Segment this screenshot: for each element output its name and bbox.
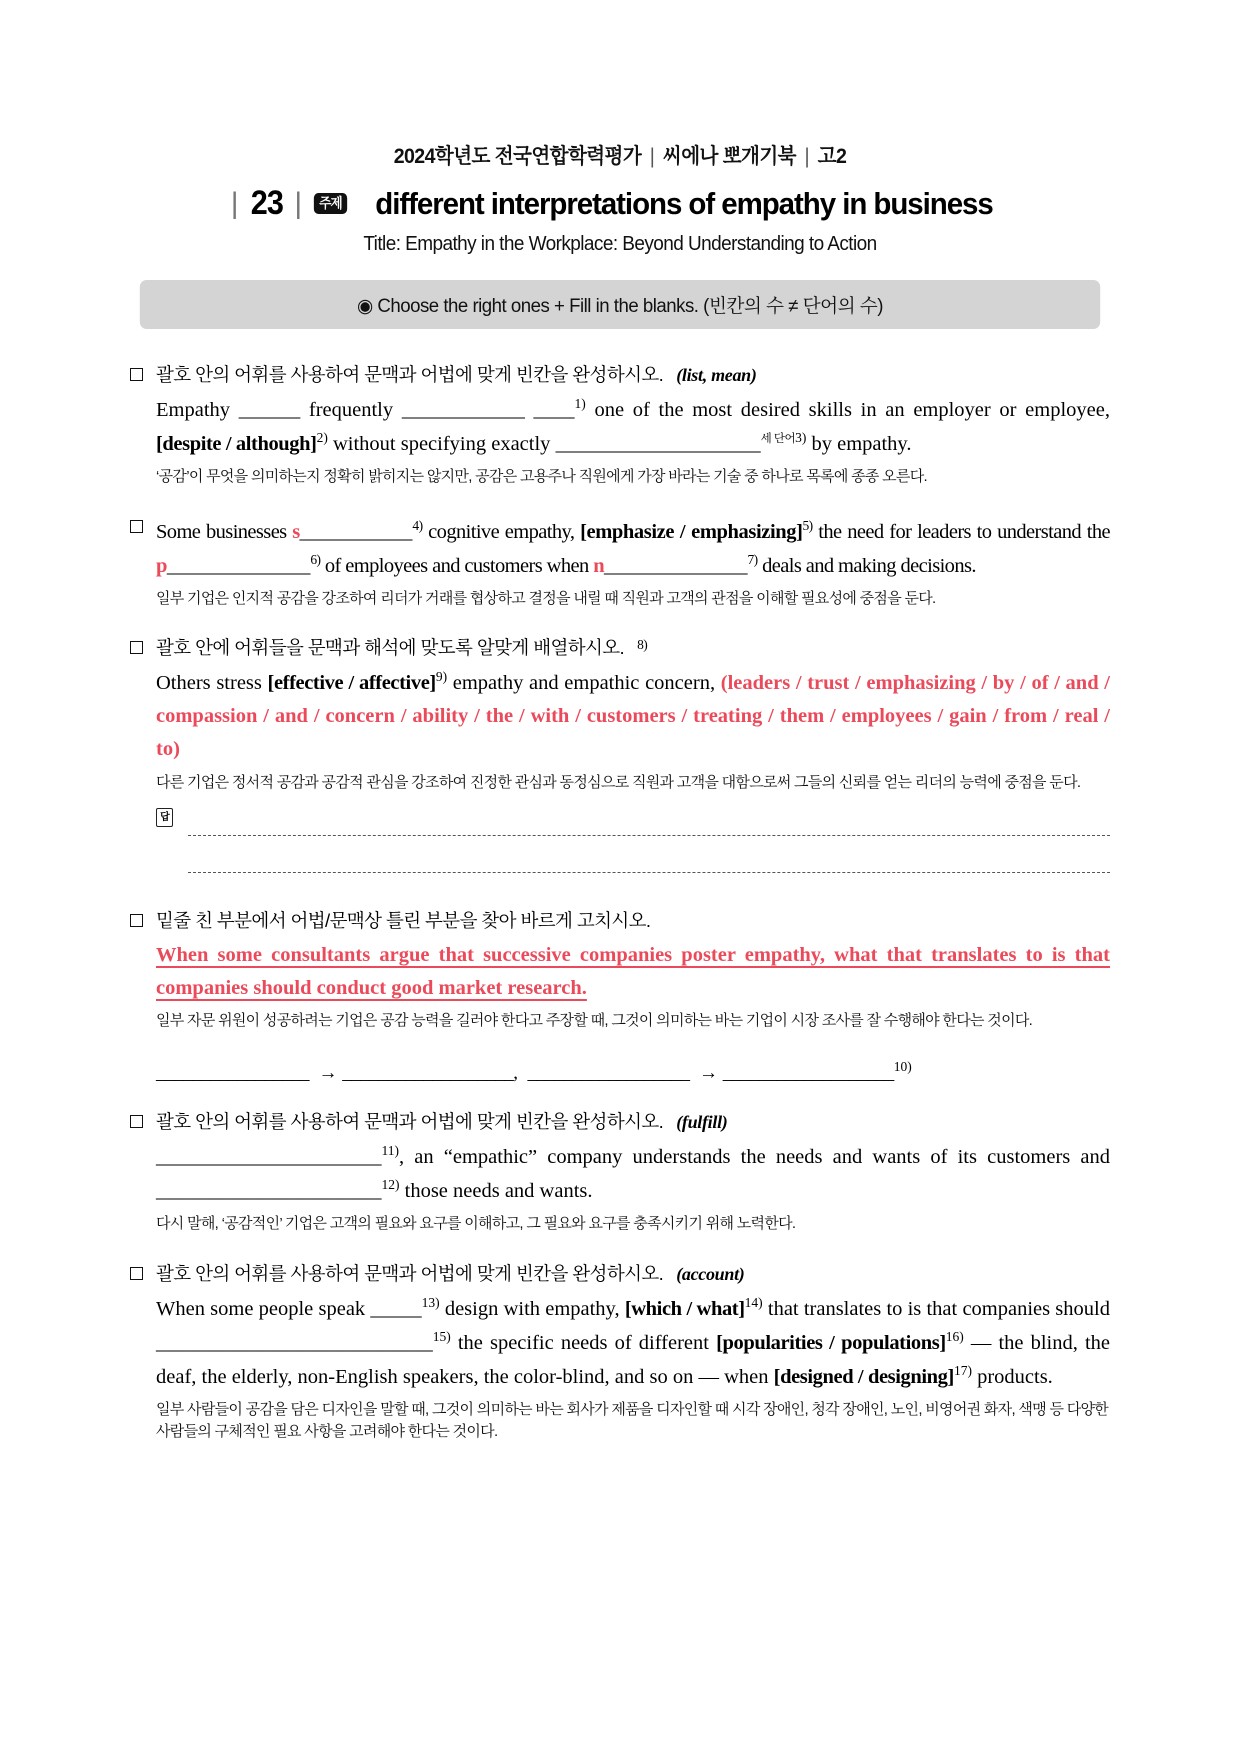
item-1-korean-translation: ‘공감’이 무엇을 의미하는지 정확히 밝히지는 않지만, 공감은 고용주나 직원에게 가장 바라는 기술 중 하나로 목록에 종종 오른다. [156,468,927,486]
answer-write-line-1[interactable] [188,835,1110,836]
s6-choice-1[interactable]: [which / what] [624,1297,745,1320]
s2-p3: the need for leaders to understand the [812,520,1111,543]
item-4-arrow-1: → [318,1062,338,1084]
s1-p5: without specifying exactly [327,432,556,455]
title-row [130,184,1110,223]
topic-tag-badge: 주제 [314,193,347,214]
item-6-sentence [156,1292,1110,1394]
s1-p2: frequently [300,398,402,421]
item-3-prompt-row [130,636,1110,661]
question-number: 23 [250,184,283,222]
item-3-korean-translation: 다른 기업은 정서적 공감과 공감적 관심을 강조하여 진정한 관심과 동정심으로 직원과 고객을 대함으로써 그들의 신뢰를 얻는 리더의 능력에 중점을 둔다. [156,773,1081,791]
item-6-word-cue: (account) [676,1263,745,1284]
item-6-prompt-text: 괄호 안의 어휘를 사용하여 문맥과 어법에 맞게 빈칸을 완성하시오. [156,1262,664,1284]
checkbox-item-1[interactable] [130,368,143,381]
s6-p3: that translates to is that companies should [762,1297,1110,1320]
s2-blank-1[interactable]: ___________ [299,520,413,543]
item-4-blank-3[interactable]: __________________ [527,1062,690,1084]
s2-num-7: 7) [747,551,758,567]
s2-blank-2[interactable]: ______________ [166,554,311,577]
s1-num-3: 3) [795,430,807,445]
item-4-answer-row [156,1059,1110,1084]
item-4-blank-4[interactable]: ___________________ [722,1062,894,1084]
item-4-underlined-sentence: When some consultants argue that successive companies poster empathy, what that translates to is that companies should conduct good market research. [156,943,1110,1000]
s5-p2: those needs and wants. [399,1180,593,1203]
s5-blank-2[interactable]: ______________________ [156,1180,382,1203]
item-4-blank-2[interactable]: ___________________ [342,1062,514,1084]
s2-num-5: 5) [802,517,813,533]
kicker-grade: 고2 [817,145,847,168]
s6-choice-3[interactable]: [designed / designing] [773,1365,954,1388]
s5-num-11: 11) [381,1143,399,1159]
page-subtitle: Title: Empathy in the Workplace: Beyond Understanding to Action [363,233,877,255]
s6-p2: design with empathy, [439,1297,625,1320]
s2-hint-letter-s: s [292,520,300,543]
s6-p1: When some people speak [156,1297,371,1320]
title-bar-left: | [230,186,239,220]
checkbox-item-2[interactable] [130,520,143,533]
s6-p5: — the blind, the deaf, the elderly, non-English speakers, the color-blind, and so on — when [156,1331,1110,1388]
item-4-korean-translation: 일부 자문 위원이 성공하려는 기업은 공감 능력을 길러야 한다고 주장할 때, 그것이 의미하는 바는 기업이 시장 조사를 잘 수행해야 한다는 것이다. [156,1012,1033,1030]
s5-p1: , an “empathic” company understands the needs and wants of its customers and [399,1146,1110,1168]
answer-label-icon: 답 [156,808,173,827]
s6-num-14: 14) [744,1294,763,1310]
item-1-sentence [156,393,1110,461]
s5-blank-1[interactable]: ______________________ [156,1146,382,1168]
s2-hint-letter-n: n [593,554,604,577]
s2-num-6: 6) [310,551,321,567]
item-2-korean-translation: 일부 기업은 인지적 공감을 강조하여 리더가 거래를 협상하고 결정을 내릴 때 직원과 고객의 관점을 이해할 필요성에 중점을 둔다. [156,589,936,607]
s6-num-13: 13) [421,1294,440,1310]
item-1-prompt-row [130,363,1110,388]
s6-p4: the specific needs of different [450,1331,717,1354]
item-1-prompt-text: 괄호 안의 어휘를 사용하여 문맥과 어법에 맞게 빈칸을 완성하시오. [156,364,664,385]
item-6-korean-translation: 일부 사람들이 공감을 담은 디자인을 말할 때, 그것이 의미하는 바는 회사가 제품을 디자인할 때 시각 장애인, 청각 장애인, 노인, 비영어권 화자, 색맹 등 다양한 사람들의 구체적인 필요 사항을 고려해야 한다는 것이다. [156,1400,1109,1441]
s6-blank-1[interactable]: _____ [370,1297,422,1320]
s3-p1: Others stress [156,671,268,694]
item-5-prompt-text: 괄호 안의 어휘를 사용하여 문맥과 어법에 맞게 빈칸을 완성하시오. [156,1111,664,1133]
s1-blank-2[interactable]: ____________ [401,398,525,421]
s6-num-17: 17) [953,1362,972,1378]
item-5-korean-translation: 다시 말해, ‘공감적인’ 기업은 고객의 필요와 요구를 이해하고, 그 필요와 요구를 충족시키기 위해 노력한다. [156,1215,796,1233]
item-6-prompt-row [130,1262,1110,1287]
item-2-prompt-row [130,515,1110,583]
answer-write-line-2[interactable] [188,872,1110,873]
s3-p2: empathy and empathic concern, [447,671,721,694]
exercise-item-4 [130,909,1110,1084]
item-4-num-10: 10) [893,1058,912,1074]
checkbox-item-6[interactable] [130,1267,143,1280]
s3-choice-1[interactable]: [effective / affective] [267,671,436,694]
s6-choice-2[interactable]: [popularities / populations] [716,1331,946,1354]
s1-num-1: 1) [574,395,586,411]
item-1-word-cue: (list, mean) [676,365,757,385]
item-3-sentence [156,666,1110,766]
s3-num-9: 9) [435,669,448,685]
s2-choice-1[interactable]: [emphasize / emphasizing] [580,520,803,543]
s1-hint-three-words: 세 단어 [760,433,796,445]
kicker-separator-1: | [649,145,655,168]
item-3-prompt-text: 괄호 안에 어휘들을 문맥과 해석에 맞도록 알맞게 배열하시오. [156,637,625,659]
document-kicker [164,140,1075,170]
item-4-prompt-row [130,909,1110,934]
s6-num-15: 15) [432,1328,451,1344]
s3-word-scramble: (leaders / trust / emphasizing / by / of / and / compassion / and / concern / ability / the / with / customers / treating / them / employees / gain / from / real / to) [156,671,1110,761]
instruction-banner: ◉ Choose the right ones + Fill in the blanks. (빈칸의 수 ≠ 단어의 수) [140,280,1100,329]
exercise-item-1 [130,363,1110,489]
s2-blank-3[interactable]: ______________ [604,554,748,577]
exercise-item-5 [130,1110,1110,1236]
kicker-exam-name: 2024학년도 전국연합학력평가 [393,145,642,168]
s2-p2: cognitive empathy, [422,520,581,543]
s1-p6: by empathy. [806,432,912,455]
item-2-sentence [156,515,1110,583]
s1-choice-1[interactable]: [despite / although] [156,432,317,455]
item-5-sentence [156,1140,1110,1208]
exercise-item-6 [130,1262,1110,1444]
s5-num-12: 12) [381,1177,400,1193]
checkbox-item-3[interactable] [130,641,143,654]
s6-blank-2[interactable]: ___________________________ [156,1331,433,1354]
item-4-comma: , [513,1062,518,1084]
s6-p6: products. [971,1365,1053,1388]
s1-blank-4[interactable]: ____________________ [555,432,761,455]
s2-p4: of employees and customers when [320,554,594,577]
exercise-item-2 [130,515,1110,611]
s1-num-2: 2) [316,430,328,445]
s2-hint-letter-p: p [156,554,167,577]
item-3-prompt-num: 8) [637,637,648,653]
s1-p1: Empathy [156,398,239,421]
item-5-word-cue: (fulfill) [676,1112,728,1133]
s2-p5: deals and making decisions. [757,554,976,577]
title-bar-right: | [294,186,303,220]
s2-num-4: 4) [412,517,423,533]
item-4-arrow-2: → [699,1062,718,1084]
s1-p4: one of the most desired skills in an employer or employee, [585,398,1110,421]
s6-num-16: 16) [945,1328,964,1344]
item-3-answer-area [156,808,1110,873]
s1-blank-1[interactable]: ______ [238,398,301,421]
item-5-prompt-row [130,1110,1110,1135]
item-4-prompt-text: 밑줄 친 부분에서 어법/문맥상 틀린 부분을 찾아 바르게 고치시오. [156,910,651,931]
exercise-item-3 [130,636,1110,873]
checkbox-item-5[interactable] [130,1115,143,1128]
kicker-separator-2: | [804,145,810,168]
item-4-blank-1[interactable]: _________________ [156,1062,309,1084]
s2-p1: Some businesses [156,520,293,543]
page-title: different interpretations of empathy in business [375,185,993,221]
s1-blank-3[interactable]: ____ [524,398,575,421]
kicker-book-name: 씨에나 뽀개기북 [662,145,796,168]
checkbox-item-4[interactable] [130,914,143,927]
